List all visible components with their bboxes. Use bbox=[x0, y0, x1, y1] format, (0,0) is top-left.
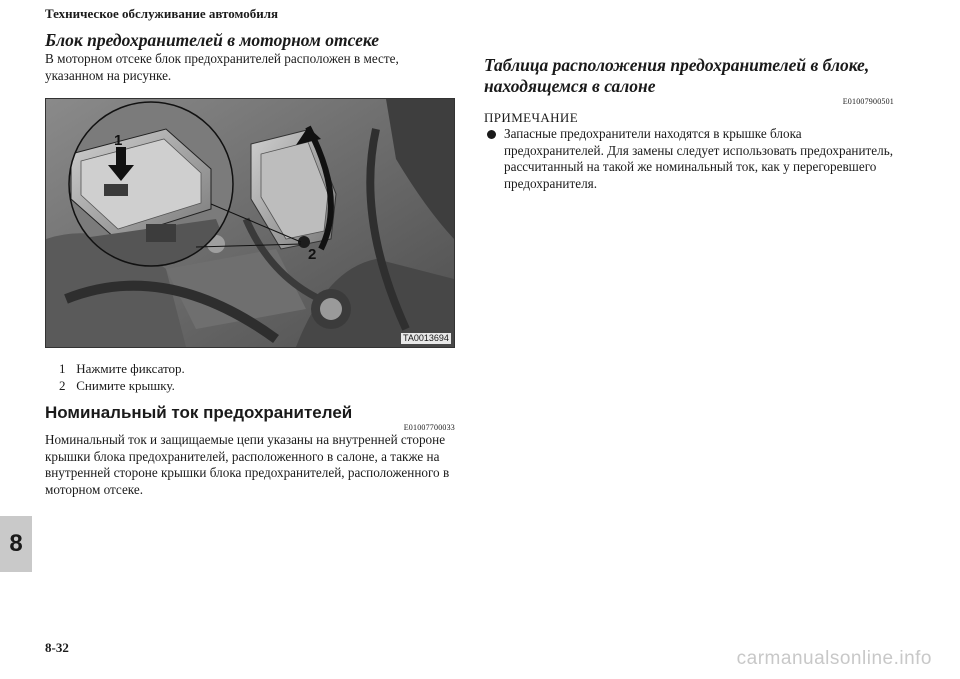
marker-label-2: 2 bbox=[308, 246, 317, 263]
caption-item bbox=[59, 377, 455, 394]
caption-number: 2 bbox=[59, 378, 66, 393]
caption-item bbox=[59, 360, 455, 377]
watermark: carmanualsonline.info bbox=[736, 648, 932, 669]
engine-bay-drawing bbox=[46, 99, 454, 347]
caption-text: Нажмите фиксатор. bbox=[76, 361, 185, 376]
marker-label-1: 1 bbox=[114, 132, 123, 149]
section-text-fuse-rating: Номинальный ток и защищаемые цепи указаны на внутренней стороне крышки блока предохранителей, расположенного в салоне, а также на внутренней стороне крышки блока предохранителей, расположенного в моторном отсеке. bbox=[45, 432, 450, 497]
right-column bbox=[484, 55, 894, 192]
section-heading-engine-fuse-box: Блок предохранителей в моторном отсеке bbox=[45, 30, 380, 50]
note-label: ПРИМЕЧАНИЕ bbox=[484, 110, 579, 125]
chapter-tab: 8 bbox=[0, 516, 32, 572]
figure-captions bbox=[45, 360, 455, 394]
section-heading-fuse-rating: Номинальный ток предохранителей bbox=[45, 403, 353, 422]
section-heading-cabin-fuse-table: Таблица расположения предохранителей в блоке, находящемся в салоне bbox=[484, 55, 870, 96]
figure-code: TA0013694 bbox=[403, 333, 449, 343]
running-header: Техническое обслуживание автомобиля bbox=[45, 6, 279, 21]
left-column bbox=[45, 30, 455, 498]
section-code: E01007900501 bbox=[842, 97, 894, 106]
note-text: Запасные предохранители находятся в крышке блока предохранителей. Для замены следует использовать предохранитель, рассчитанный на такой же номинальный ток, как у перегоревшего предохранителя. bbox=[504, 126, 894, 191]
engine-bay-illustration bbox=[45, 98, 455, 348]
caption-number: 1 bbox=[59, 361, 66, 376]
section-text-engine-fuse-box: В моторном отсеке блок предохранителей расположен в месте, указанном на рисунке. bbox=[45, 51, 399, 83]
section-code: E01007700033 bbox=[403, 423, 455, 432]
note-item bbox=[484, 126, 894, 192]
bullet-icon bbox=[487, 130, 496, 139]
page-number: 8-32 bbox=[45, 640, 69, 655]
caption-text: Снимите крышку. bbox=[76, 378, 175, 393]
